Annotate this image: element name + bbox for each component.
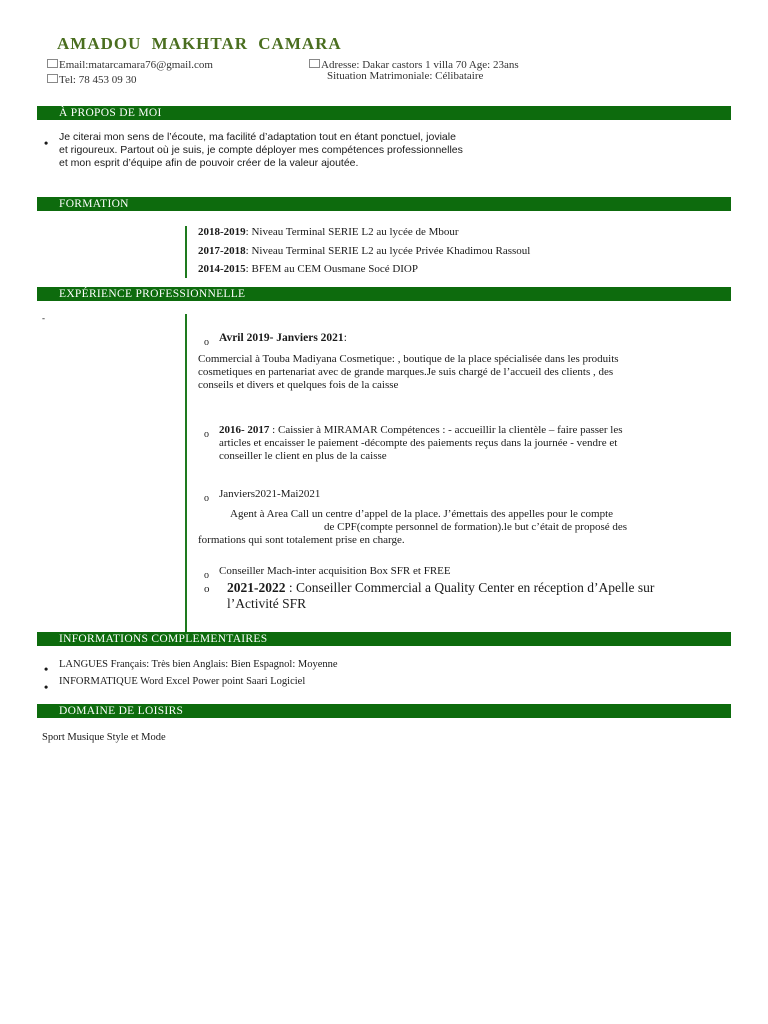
- sub-bullet-icon: o: [204, 493, 209, 504]
- section-header-about: À PROPOS DE MOI: [37, 106, 731, 120]
- leisure-text: Sport Musique Style et Mode: [42, 732, 166, 743]
- bullet-icon: •: [44, 136, 49, 150]
- formation-list: [198, 223, 530, 279]
- sub-bullet-icon: o: [204, 570, 209, 581]
- exp3-line: formations qui sont totalement prise en charge.: [198, 534, 405, 546]
- exp1-title: Avril 2019- Janviers 2021:: [219, 332, 347, 344]
- formation-item: 2017-2018: Niveau Terminal SERIE L2 au lycée Privée Khadimou Rassoul: [198, 244, 531, 257]
- tel-line: [47, 74, 136, 87]
- exp1-line: cosmetiques en partenariat avec de grande marques.Je suis chargé de l’accueil des clients , des: [198, 366, 614, 378]
- exp1-line: Commercial à Touba Madiyana Cosmetique: , boutique de la place spécialisée dans les produits: [198, 353, 619, 365]
- section-header-info: INFORMATIONS COMPLEMENTAIRES: [37, 632, 731, 646]
- exp3-line: Agent à Area Call un centre d’appel de la place. J’émettais des appelles pour le compte: [230, 508, 614, 520]
- exp2-line: articles et encaisser le paiement -décompte des paiements reçus dans la journée - vendre et: [219, 437, 618, 449]
- exp5-description: [227, 580, 731, 612]
- checkbox-icon: [47, 74, 58, 83]
- info-computing: INFORMATIQUE Word Excel Power point Saari Logiciel: [59, 676, 306, 687]
- about-line: et mon esprit d’équipe afin de pouvoir créer de la valeur ajoutée.: [59, 157, 359, 169]
- exp3-line: de CPF(compte personnel de formation).le but c’était de proposé des: [324, 521, 628, 533]
- exp1-description: [198, 353, 712, 392]
- address-text: Adresse: Dakar castors 1 villa 70 Age: 23ans: [321, 59, 519, 71]
- exp5-line: l’Activité SFR: [227, 596, 307, 611]
- sub-bullet-icon: o: [204, 583, 210, 595]
- experience-timeline-line: [185, 314, 187, 641]
- section-header-experience: EXPÉRIENCE PROFESSIONNELLE: [37, 287, 731, 301]
- sub-bullet-icon: o: [204, 337, 209, 348]
- about-text: [59, 131, 463, 170]
- bullet-icon: •: [44, 680, 49, 694]
- exp2-description: [219, 424, 717, 463]
- email-line: [47, 59, 213, 72]
- about-line: et rigoureux. Partout où je suis, je compte déployer mes compétences professionnelles: [59, 144, 463, 156]
- checkbox-icon: [309, 59, 320, 68]
- exp5-line: 2021-2022 : Conseiller Commercial a Quality Center en réception d’Apelle sur: [227, 580, 655, 595]
- section-header-leisure: DOMAINE DE LOISIRS: [37, 704, 731, 718]
- candidate-name: AMADOU MAKHTAR CAMARA: [57, 34, 342, 53]
- checkbox-icon: [47, 59, 58, 68]
- exp2-line: 2016- 2017 : Caissier à MIRAMAR Compétences : - accueillir la clientèle – faire passer les: [219, 424, 623, 436]
- formation-timeline-line: [185, 226, 187, 278]
- exp1-line: conseils et divers et quelques fois de la caisse: [198, 379, 399, 391]
- section-header-formation: FORMATION: [37, 197, 731, 211]
- exp2-line: conseiller le client en plus de la caisse: [219, 450, 387, 462]
- tel-text: Tel: 78 453 09 30: [59, 74, 137, 86]
- formation-item: 2014-2015: BFEM au CEM Ousmane Socé DIOP: [198, 263, 418, 275]
- marital-status: Situation Matrimoniale: Célibataire: [327, 70, 484, 82]
- formation-item: 2018-2019: Niveau Terminal SERIE L2 au lycée de Mbour: [198, 226, 459, 238]
- exp4-text: Conseiller Mach-inter acquisition Box SFR et FREE: [219, 565, 451, 577]
- bullet-icon: •: [44, 662, 49, 676]
- sub-bullet-icon: o: [204, 429, 209, 440]
- about-line: Je citerai mon sens de l’écoute, ma facilité d’adaptation tout en étant ponctuel, joviale: [59, 131, 456, 143]
- email-text: Email:matarcamara76@gmail.com: [59, 59, 213, 71]
- exp3-title: Janviers2021-Mai2021: [219, 488, 321, 500]
- info-languages: LANGUES Français: Très bien Anglais: Bien Espagnol: Moyenne: [59, 659, 338, 670]
- dash-mark: -: [42, 313, 45, 323]
